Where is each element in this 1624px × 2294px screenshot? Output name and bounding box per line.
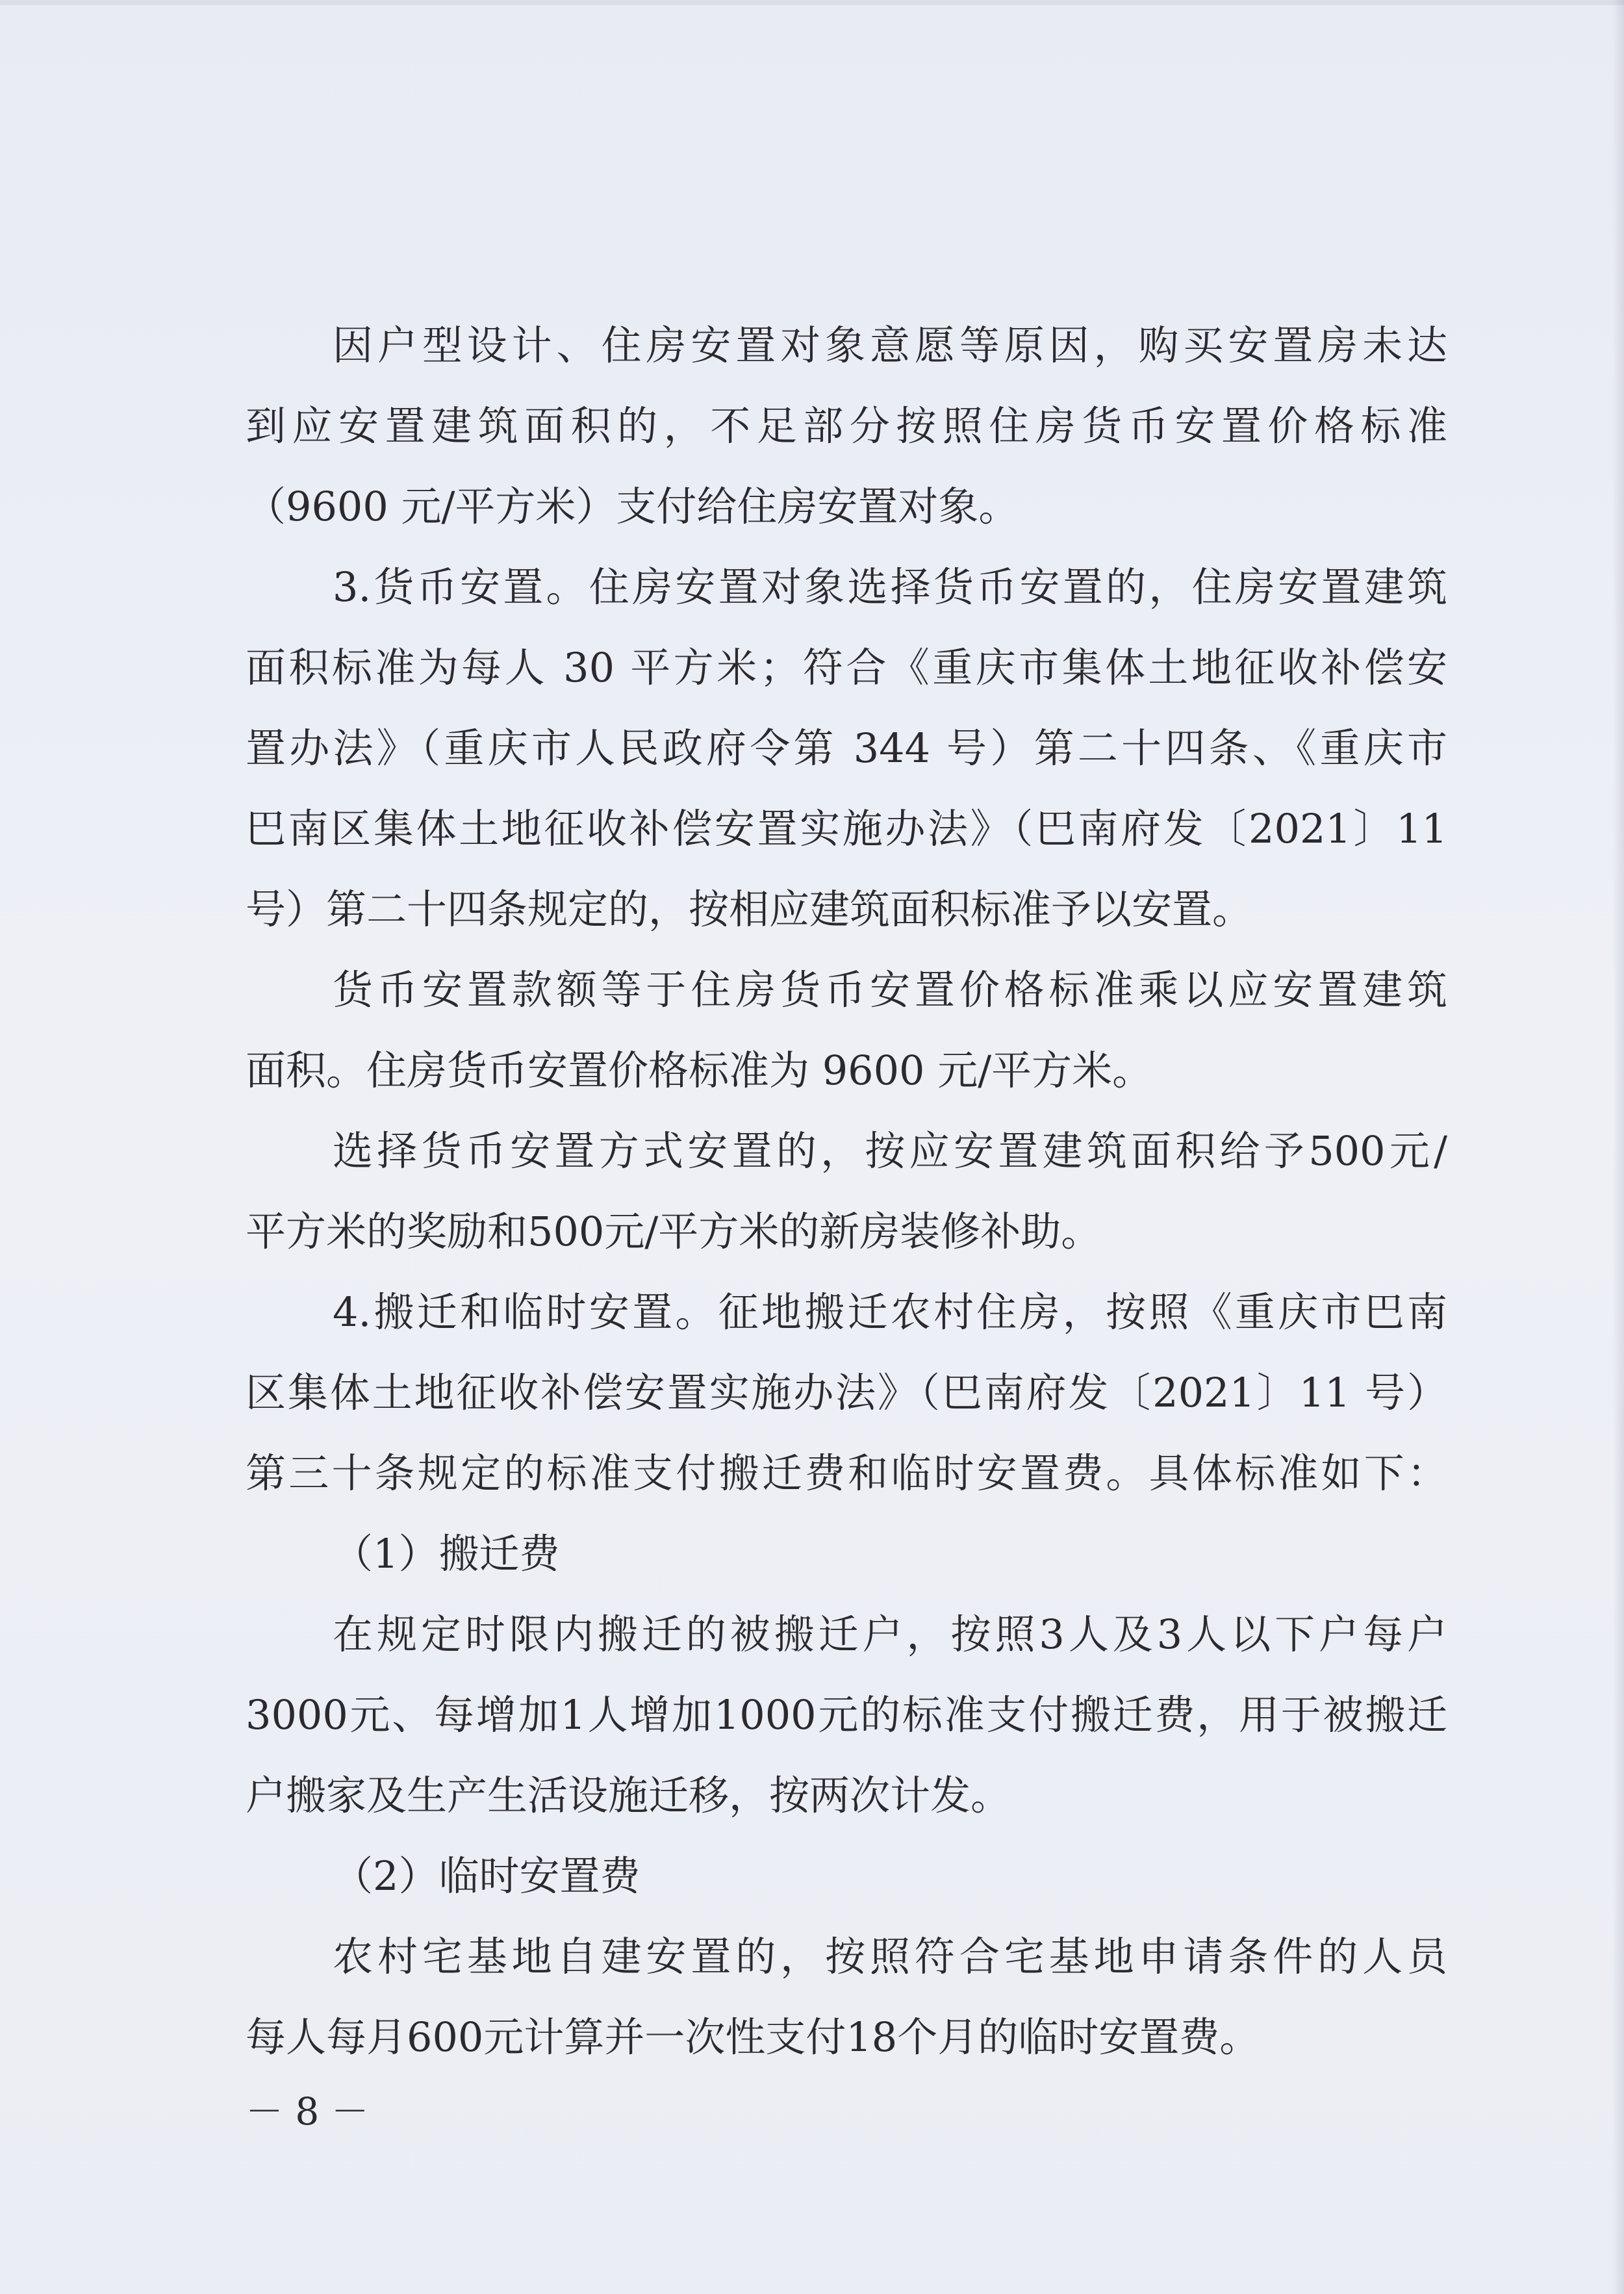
text-line: 选择货币安置方式安置的，按应安置建筑面积给予500元/ [333, 1127, 1447, 1175]
text-line: 3.货币安置。住房安置对象选择货币安置的，住房安置建筑 [333, 563, 1447, 611]
text-line: 号）第二十四条规定的，按相应建筑面积标准予以安置。 [246, 886, 1253, 933]
text-line: 平方米的奖励和500元/平方米的新房装修补助。 [246, 1208, 1102, 1255]
document-body [246, 305, 1447, 2078]
page-number: － 8 － [246, 2089, 369, 2134]
section-heading: （2）临时安置费 [333, 1852, 641, 1900]
text-line: 区集体土地征收补偿安置实施办法》（巴南府发〔2021〕11 号） [246, 1369, 1447, 1416]
section-heading: （1）搬迁费 [333, 1530, 560, 1577]
text-line: 农村宅基地自建安置的，按照符合宅基地申请条件的人员 [333, 1933, 1447, 1980]
text-line: 货币安置款额等于住房货币安置价格标准乘以应安置建筑 [333, 966, 1447, 1013]
text-line: 面积。住房货币安置价格标准为 9600 元/平方米。 [246, 1047, 1153, 1094]
text-line: 面积标准为每人 30 平方米；符合《重庆市集体土地征收补偿安 [246, 644, 1447, 691]
scan-edge-right [1612, 0, 1624, 2294]
scan-edge-top [0, 0, 1624, 5]
text-line: 户搬家及生产生活设施迁移，按两次计发。 [246, 1772, 1011, 1819]
text-line: 4.搬迁和临时安置。征地搬迁农村住房，按照《重庆市巴南 [333, 1288, 1447, 1336]
text-line: 3000元、每增加1人增加1000元的标准支付搬迁费，用于被搬迁 [246, 1691, 1447, 1739]
text-line: 每人每月600元计算并一次性支付18个月的临时安置费。 [246, 2013, 1260, 2061]
text-line: 在规定时限内搬迁的被搬迁户，按照3人及3人以下户每户 [333, 1611, 1447, 1658]
text-line: （9600 元/平方米）支付给住房安置对象。 [246, 483, 1019, 530]
text-line: 巴南区集体土地征收补偿安置实施办法》（巴南府发〔2021〕11 [246, 805, 1447, 852]
text-line: 到应安置建筑面积的，不足部分按照住房货币安置价格标准 [246, 402, 1447, 450]
text-line: 因户型设计、住房安置对象意愿等原因，购买安置房未达 [333, 322, 1447, 369]
text-line: 第三十条规定的标准支付搬迁费和临时安置费。具体标准如下： [246, 1449, 1447, 1497]
text-line: 置办法》（重庆市人民政府令第 344 号）第二十四条、《重庆市 [246, 724, 1447, 772]
